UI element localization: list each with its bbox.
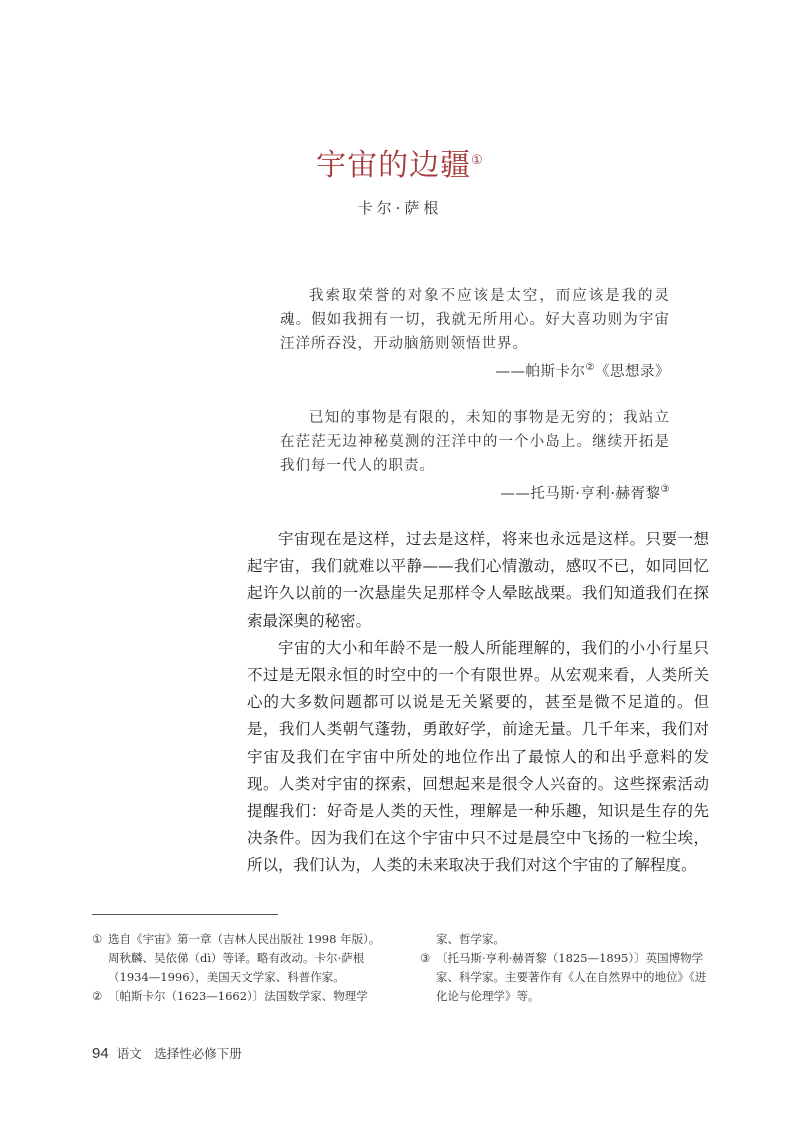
footnote-mark: ① <box>92 932 103 946</box>
footnote-text: 选自《宇宙》第一章（吉林人民出版社 1998 年版）。周秋麟、吴依俤（dì）等译。略有改动。卡尔·萨根（1934—1996），美国天文学家、科普作家。 <box>108 932 381 984</box>
epigraph-attribution <box>280 356 670 384</box>
footnote-text: 〔托马斯·亨利·赫胥黎（1825—1895）〕英国博物学家、科学家。主要著作有《人在自然界中的地位》《进化论与伦理学》等。 <box>436 951 707 1003</box>
book-title: 语文 选择性必修下册 <box>116 1046 242 1061</box>
footnote-1 <box>92 930 382 987</box>
footnote-mark: ③ <box>420 951 431 965</box>
footnote-mark: ② <box>92 989 103 1003</box>
footnote-divider <box>92 914 278 915</box>
footnote-text: 〔帕斯卡尔（1623—1662）〕法国数学家、物理学 <box>108 989 368 1003</box>
page-footer <box>92 1044 242 1062</box>
author-name: 卡尔·萨根 <box>357 199 443 217</box>
title-text: 宇宙的边疆 <box>316 148 472 183</box>
attribution-footnote-mark[interactable]: ③ <box>660 484 670 495</box>
body-paragraph: 宇宙的大小和年龄不是一般人所能理解的，我们的小小行星只不过是无限永恒的时空中的一个有限世界。从宏观来看，人类所关心的大多数问题都可以说是无关紧要的，甚至是微不足道的。但是，我们人类朝气蓬勃，勇敢好学，前途无量。几千年来，我们对宇宙及我们在宇宙中所处的地位作出了最惊人的和出乎意料的发现。人类对宇宙的探索，回想起来是很令人兴奋的。这些探索活动提醒我们：好奇是人类的天性，理解是一种乐趣，知识是生存的先决条件。因为我们在这个宇宙中只不过是晨空中飞扬的一粒尘埃，所以，我们认为，人类的未来取决于我们对这个宇宙的了解程度。 <box>247 638 709 875</box>
footnotes-left-column <box>92 930 382 1006</box>
epigraph-pascal <box>280 284 670 384</box>
footnote-2 <box>92 987 382 1006</box>
body-paragraph: 宇宙现在是这样，过去是这样，将来也永远是这样。只要一想起宇宙，我们就难以平静——我们心情激动，感叹不已，如同回忆起许久以前的一次悬崖失足那样令人晕眩战栗。我们知道我们在探索最深奥的秘密。 <box>247 530 709 630</box>
epigraph-text: 我索取荣誉的对象不应该是太空，而应该是我的灵魂。假如我拥有一切，我就无所用心。好大喜功则为宇宙汪洋所吞没，开动脑筋则领悟世界。 <box>280 288 670 352</box>
attribution-footnote-mark[interactable]: ② <box>585 362 595 373</box>
epigraph-attribution <box>280 478 670 506</box>
article-body <box>247 526 709 880</box>
attribution-name: ——托马斯·亨利·赫胥黎 <box>500 485 661 502</box>
epigraph-huxley <box>280 406 670 506</box>
title-footnote-mark[interactable]: ① <box>471 153 484 168</box>
footnote-3 <box>420 949 710 1006</box>
footnote-2-continued: 家、哲学家。 <box>436 932 505 946</box>
article-title <box>0 140 800 184</box>
epigraph-text: 已知的事物是有限的，未知的事物是无穷的；我站立在茫茫无边神秘莫测的汪洋中的一个小岛上。继续开拓是我们每一代人的职责。 <box>280 410 670 474</box>
page-number: 94 <box>92 1045 109 1062</box>
attribution-source: 《思想录》 <box>595 363 670 380</box>
attribution-name: ——帕斯卡尔 <box>495 363 586 380</box>
footnotes-right-column <box>420 930 710 1006</box>
